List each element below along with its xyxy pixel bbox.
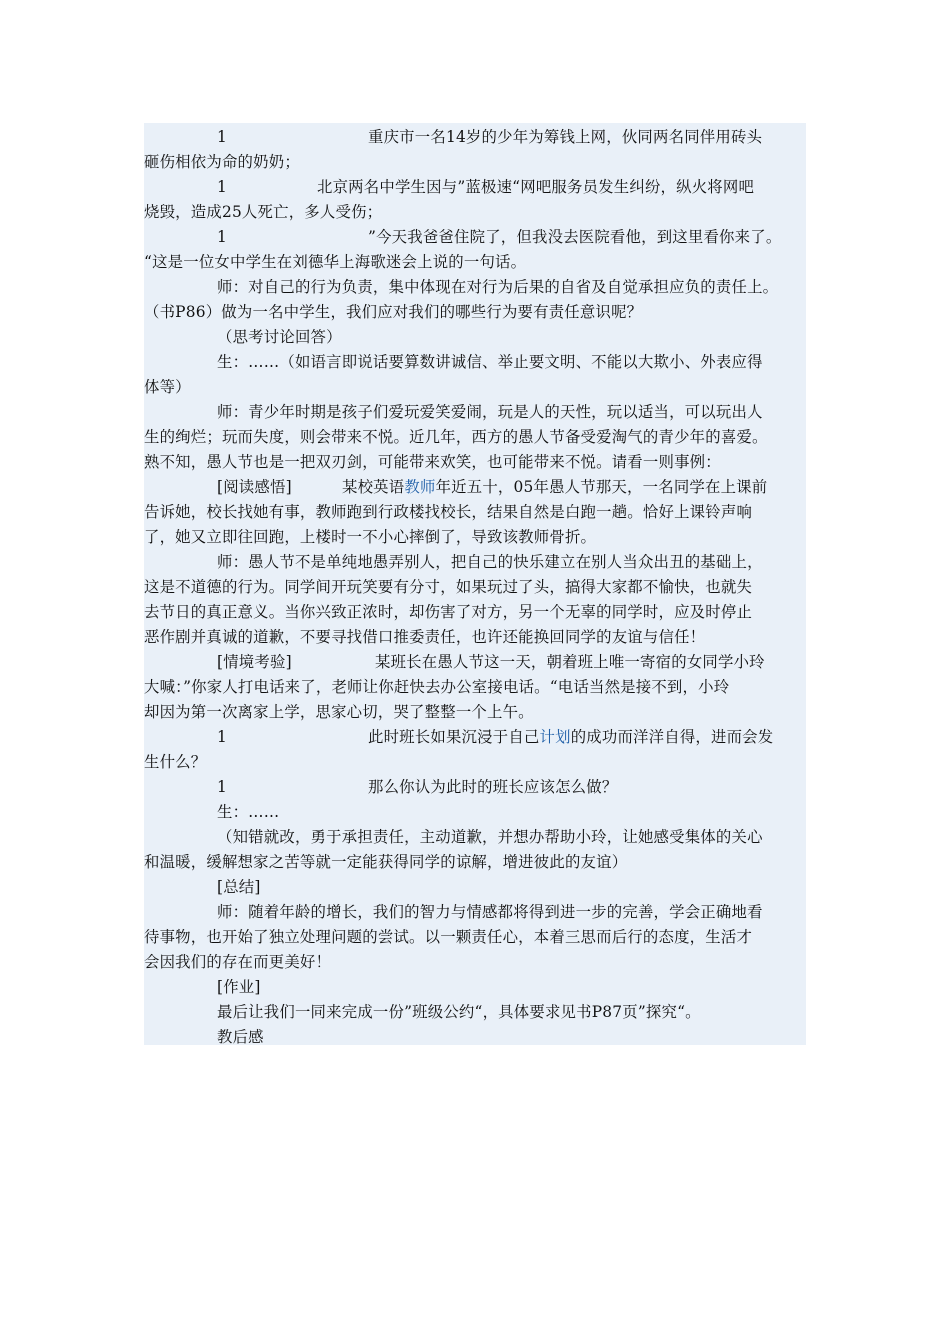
text-line: 生的绚烂；玩而失度，则会带来不悦。近几年，西方的愚人节备受爱淘气的青少年的喜爱。 <box>144 428 768 446</box>
section-tag: [情境考验] <box>217 653 292 671</box>
text-line: 熟不知，愚人节也是一把双刃剑，可能带来欢笑，也可能带来不悦。请看一则事例： <box>144 453 721 471</box>
text-line: 教后感 <box>217 1028 264 1046</box>
text-line: 砸伤相依为命的奶奶； <box>144 153 300 171</box>
text-line: 待事物，也开始了独立处理问题的尝试。以一颗责任心，本着三思而后行的态度，生活才 <box>144 928 753 946</box>
text-line: 这是不道德的行为。同学间开玩笑要有分寸，如果玩过了头，搞得大家都不愉快，也就失 <box>144 578 753 596</box>
text-line: 和温暖，缓解想家之苦等就一定能获得同学的谅解，增进彼此的友谊） <box>144 853 628 871</box>
text-run-group <box>342 475 767 500</box>
bullet-number: 1 <box>217 128 227 146</box>
text-line: 生：…… <box>217 803 280 821</box>
section-tag: [阅读感悟] <box>217 478 292 496</box>
bullet-number: 1 <box>217 228 227 246</box>
text-line: 师：青少年时期是孩子们爱玩爱笑爱闹，玩是人的天性，玩以适当，可以玩出人 <box>217 403 763 421</box>
text-run: 重庆市一名14岁的少年为筹钱上网，伙同两名同伴用砖头 <box>368 128 763 146</box>
text-line: 师：对自己的行为负责，集中体现在对行为后果的自省及自觉承担应负的责任上。 <box>217 278 779 296</box>
text-line: 烧毁，造成25人死亡，多人受伤； <box>144 203 383 221</box>
text-line: （书P86）做为一名中学生，我们应对我们的哪些行为要有责任意识呢？ <box>144 303 643 321</box>
bullet-number: 1 <box>217 728 227 746</box>
text-line: 最后让我们一同来完成一份”班级公约“，具体要求见书P87页”探究“。 <box>217 1003 701 1021</box>
text-line: 会因我们的存在而更美好！ <box>144 953 332 971</box>
text-line: （知错就改，勇于承担责任，主动道歉，并想办帮助小玲，让她感受集体的关心 <box>217 828 763 846</box>
text-line: 生：……（如语言即说话要算数讲诚信、举止要文明、不能以大欺小、外表应得 <box>217 353 763 371</box>
text-line: 了，她又立即往回跑，上楼时一不小心摔倒了，导致该教师骨折。 <box>144 528 597 546</box>
text-line: 体等） <box>144 378 191 396</box>
text-line: （思考讨论回答） <box>217 328 342 346</box>
text-line: 去节日的真正意义。当你兴致正浓时，却伤害了对方，另一个无辜的同学时，应及时停止 <box>144 603 753 621</box>
text-run: 年近五十，05年愚人节那天，一名同学在上课前 <box>435 478 768 496</box>
text-run: 某校英语 <box>342 478 405 496</box>
teacher-link[interactable]: 教师 <box>404 478 436 496</box>
text-line: 大喊：”你家人打电话来了，老师让你赶快去办公室接电话。“电话当然是接不到，小玲 <box>144 678 730 696</box>
text-line: 却因为第一次离家上学，思家心切，哭了整整一个上午。 <box>144 703 534 721</box>
text-line: 师：愚人节不是单纯地愚弄别人，把自己的快乐建立在别人当众出丑的基础上， <box>217 553 763 571</box>
text-line: 生什么？ <box>144 753 207 771</box>
bullet-number: 1 <box>217 778 227 796</box>
bullet-number: 1 <box>217 178 227 196</box>
text-line: 恶作剧并真诚的道歉，不要寻找借口推委责任，也许还能换回同学的友谊与信任！ <box>144 628 706 646</box>
section-heading: [总结] <box>217 878 261 896</box>
text-run: 某班长在愚人节这一天，朝着班上唯一寄宿的女同学小玲 <box>375 653 765 671</box>
text-run-group <box>368 725 773 750</box>
section-heading: [作业] <box>217 978 261 996</box>
text-line: “这是一位女中学生在刘德华上海歌迷会上说的一句话。 <box>144 253 527 271</box>
plan-link[interactable]: 计划 <box>539 728 571 746</box>
text-run: ”今天我爸爸住院了，但我没去医院看他，到这里看你来了。 <box>368 228 782 246</box>
text-run: 那么你认为此时的班长应该怎么做？ <box>368 778 618 796</box>
text-line: 告诉她，校长找她有事，教师跑到行政楼找校长，结果自然是白跑一趟。恰好上课铃声响 <box>144 503 753 521</box>
text-run: 北京两名中学生因与”蓝极速“网吧服务员发生纠纷，纵火将网吧 <box>317 178 755 196</box>
text-run: 的成功而洋洋自得，进而会发 <box>570 728 774 746</box>
text-run: 此时班长如果沉浸于自己 <box>368 728 540 746</box>
text-line: 师：随着年龄的增长，我们的智力与情感都将得到进一步的完善，学会正确地看 <box>217 903 763 921</box>
document-content <box>144 123 806 1045</box>
